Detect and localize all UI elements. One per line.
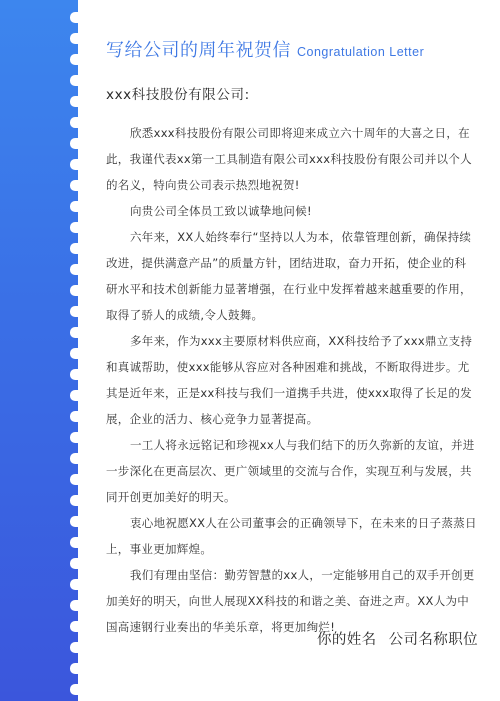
paragraph: 欣悉xxx科技股份有限公司即将迎来成立六十周年的大喜之日，在此，我谨代表xx第一工具制造有限公司xxx科技股份有限公司并以个人的名义，特向贵公司表示热烈地祝贺! [106, 126, 472, 192]
perforation-notch [70, 663, 84, 674]
perforation-notch [70, 369, 84, 380]
perforation-notch [70, 600, 84, 611]
letter [106, 36, 478, 701]
perforation-notch [70, 579, 84, 590]
perforation-notch [70, 75, 84, 86]
perforation-notch [70, 390, 84, 401]
paragraph: 多年来，作为xxx主要原材料供应商，XX科技给予了xxx鼎立支持和真诚帮助，使xxx能够从容应对各种困难和挑战，不断取得进步。尤其是近年来，正是xx科技与我们一道携手共进，使xxx取得了长足的发展，企业的活力、核心竞争力显著提高。 [106, 334, 473, 426]
perforation-notch [70, 348, 84, 359]
perforation-notch [70, 684, 84, 695]
perforation-notch [70, 495, 84, 506]
perforation-notch [70, 621, 84, 632]
perforation-notch [70, 54, 84, 65]
signature-company: 公司名称职位 [388, 632, 478, 648]
perforation-notch [70, 642, 84, 653]
perforation-notch [70, 117, 84, 128]
title-english: Congratulation Letter [297, 45, 425, 59]
perforation-notch [70, 453, 84, 464]
perforation-notch [70, 33, 84, 44]
perforation-notch [70, 243, 84, 254]
perforation-notch [70, 474, 84, 485]
letter-title [106, 36, 478, 64]
perforation-notch [70, 159, 84, 170]
perforation-notch [70, 264, 84, 275]
perforation-notch [70, 411, 84, 422]
perforation-notch [70, 201, 84, 212]
salutation: xxx科技股份有限公司: [106, 87, 250, 103]
signature-name: 你的姓名 [316, 632, 377, 648]
paragraph: 衷心地祝愿XX人在公司董事会的正确领导下，在未来的日子蒸蒸日上，事业更加辉煌。 [106, 516, 477, 556]
perforation-notch [70, 180, 84, 191]
title-chinese: 写给公司的周年祝贺信 [106, 40, 291, 61]
perforation-notch [70, 432, 84, 443]
perforation-notch [70, 306, 84, 317]
perforation-notch [70, 516, 84, 527]
paragraph: 向贵公司全体员工致以诚挚地问候! [130, 204, 312, 218]
paragraph: 六年来，XX人始终奉行“坚持以人为本，依靠管理创新，确保持续改进，提供满意产品”的质量方针，团结进取，奋力开拓，使企业的科研水平和技术创新能力显著增强，在行业中发挥着越来越重要的作用，取得了骄人的成绩,令人鼓舞。 [106, 230, 472, 322]
perforation-notch [70, 222, 84, 233]
decorative-side-band [0, 0, 78, 701]
perforation-notch [70, 12, 84, 23]
perforation-notch [70, 558, 84, 569]
perforation-notch [70, 96, 84, 107]
paragraph: 一工人将永远铭记和珍视xx人与我们结下的历久弥新的友谊，并进一步深化在更高层次、更广领域里的交流与合作，实现互利与发展，共同开创更加美好的明天。 [106, 438, 475, 504]
paragraph: 我们有理由坚信：勤劳智慧的xx人，一定能够用自己的双手开创更加美好的明天，向世人展现XX科技的和谐之美、奋进之声。XX人为中国高速钢行业奏出的华美乐章，将更加绚烂! [106, 568, 475, 634]
letter-body [106, 120, 478, 640]
perforation-notch [70, 138, 84, 149]
perforation-notch [70, 327, 84, 338]
signature [317, 628, 478, 649]
perforation-notch [70, 285, 84, 296]
perforation-notch [70, 537, 84, 548]
